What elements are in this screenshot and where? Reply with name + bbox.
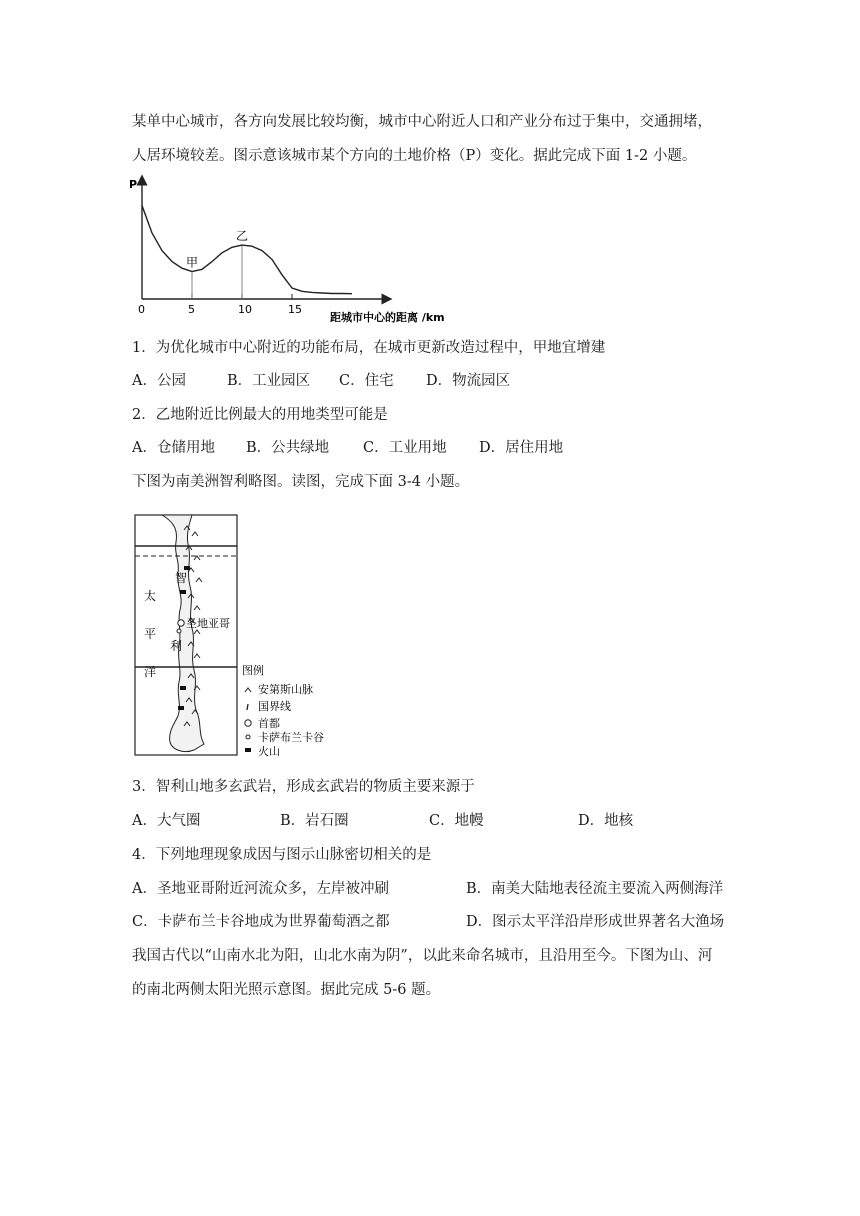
q3-option-b: B．岩石圈	[280, 813, 349, 829]
q4-option-b: B．南美大陆地表径流主要流入两侧海洋	[466, 881, 724, 897]
q2-option-d: D．居住用地	[479, 440, 564, 456]
q3-option-a: A．大气圈	[132, 813, 201, 829]
question-1-stem: 1．为优化城市中心附近的功能布局，在城市更新改造过程中，甲地宜增建	[132, 340, 606, 356]
q3-option-d: D．地核	[578, 813, 634, 829]
legend-city: 卡萨布兰卡谷	[258, 731, 324, 744]
intro-paragraph-line-2: 人居环境较差。图示意该城市某个方向的土地价格（P）变化。据此完成下面 1-2 小题。	[132, 148, 697, 164]
volcano-icon	[245, 748, 251, 752]
mountain-icon	[245, 688, 251, 692]
ocean-label-1: 太	[144, 589, 157, 603]
q3-option-c: C．地幔	[429, 813, 484, 829]
annotation-label-0: 甲	[186, 255, 199, 270]
x-tick-label-0: 0	[138, 303, 145, 316]
city-icon	[246, 735, 250, 739]
q4-option-d: D．图示太平洋沿岸形成世界著名大渔场	[466, 914, 725, 930]
q1-option-a: A．公园	[132, 373, 186, 389]
q2-option-a: A．仓储用地	[132, 440, 215, 456]
legend-title: 图例	[242, 664, 264, 677]
intro-paragraph-3-line-2: 的南北两侧太阳光照示意图。据此完成 5-6 题。	[132, 982, 441, 998]
capital-marker	[178, 620, 184, 626]
ocean-label-3: 洋	[144, 665, 157, 679]
x-axis-label: 距城市中心的距离 /km	[330, 311, 445, 324]
legend-border: 国界线	[258, 700, 291, 713]
question-3-stem: 3．智利山地多玄武岩，形成玄武岩的物质主要来源于	[132, 779, 475, 795]
x-tick-label-3: 15	[288, 303, 302, 316]
annotation-label-1: 乙	[236, 229, 249, 244]
legend-capital: 首都	[258, 717, 280, 730]
intro-paragraph-2: 下图为南美洲智利略图。读图，完成下面 3-4 小题。	[132, 474, 470, 490]
land-price-chart	[125, 172, 465, 332]
city-marker	[177, 629, 181, 633]
q4-option-c: C．卡萨布兰卡谷地成为世界葡萄酒之都	[132, 914, 390, 930]
country-label-1: 智	[175, 571, 188, 585]
question-2-stem: 2．乙地附近比例最大的用地类型可能是	[132, 407, 388, 423]
x-tick-label-1: 5	[188, 303, 195, 316]
x-tick-label-2: 10	[238, 303, 252, 316]
capital-icon	[245, 720, 251, 726]
legend-mountain: 安第斯山脉	[258, 683, 313, 696]
q4-option-a: A．圣地亚哥附近河流众多，左岸被冲刷	[132, 881, 389, 897]
map-legend	[242, 663, 324, 758]
q2-option-b: B．公共绿地	[246, 440, 330, 456]
country-label-2: 利	[170, 639, 183, 653]
q1-option-d: D．物流园区	[426, 373, 511, 389]
chile-map	[132, 510, 342, 760]
ocean-label-2: 平	[144, 627, 157, 641]
y-axis-label: P	[129, 178, 138, 191]
q1-option-b: B．工业园区	[227, 373, 311, 389]
capital-label: 圣地亚哥	[186, 617, 230, 630]
border-icon	[247, 704, 248, 710]
intro-paragraph-3-line-1: 我国古代以“山南水北为阳，山北水南为阴”，以此来命名城市，且沿用至今。下图为山、河	[132, 948, 713, 964]
question-4-stem: 4．下列地理现象成因与图示山脉密切相关的是	[132, 847, 432, 863]
q2-option-c: C．工业用地	[363, 440, 447, 456]
q1-option-c: C．住宅	[339, 373, 394, 389]
intro-paragraph-line-1: 某单中心城市，各方向发展比较均衡，城市中心附近人口和产业分布过于集中，交通拥堵，	[132, 114, 712, 130]
price-curve	[142, 206, 352, 294]
legend-volcano: 火山	[258, 745, 280, 758]
